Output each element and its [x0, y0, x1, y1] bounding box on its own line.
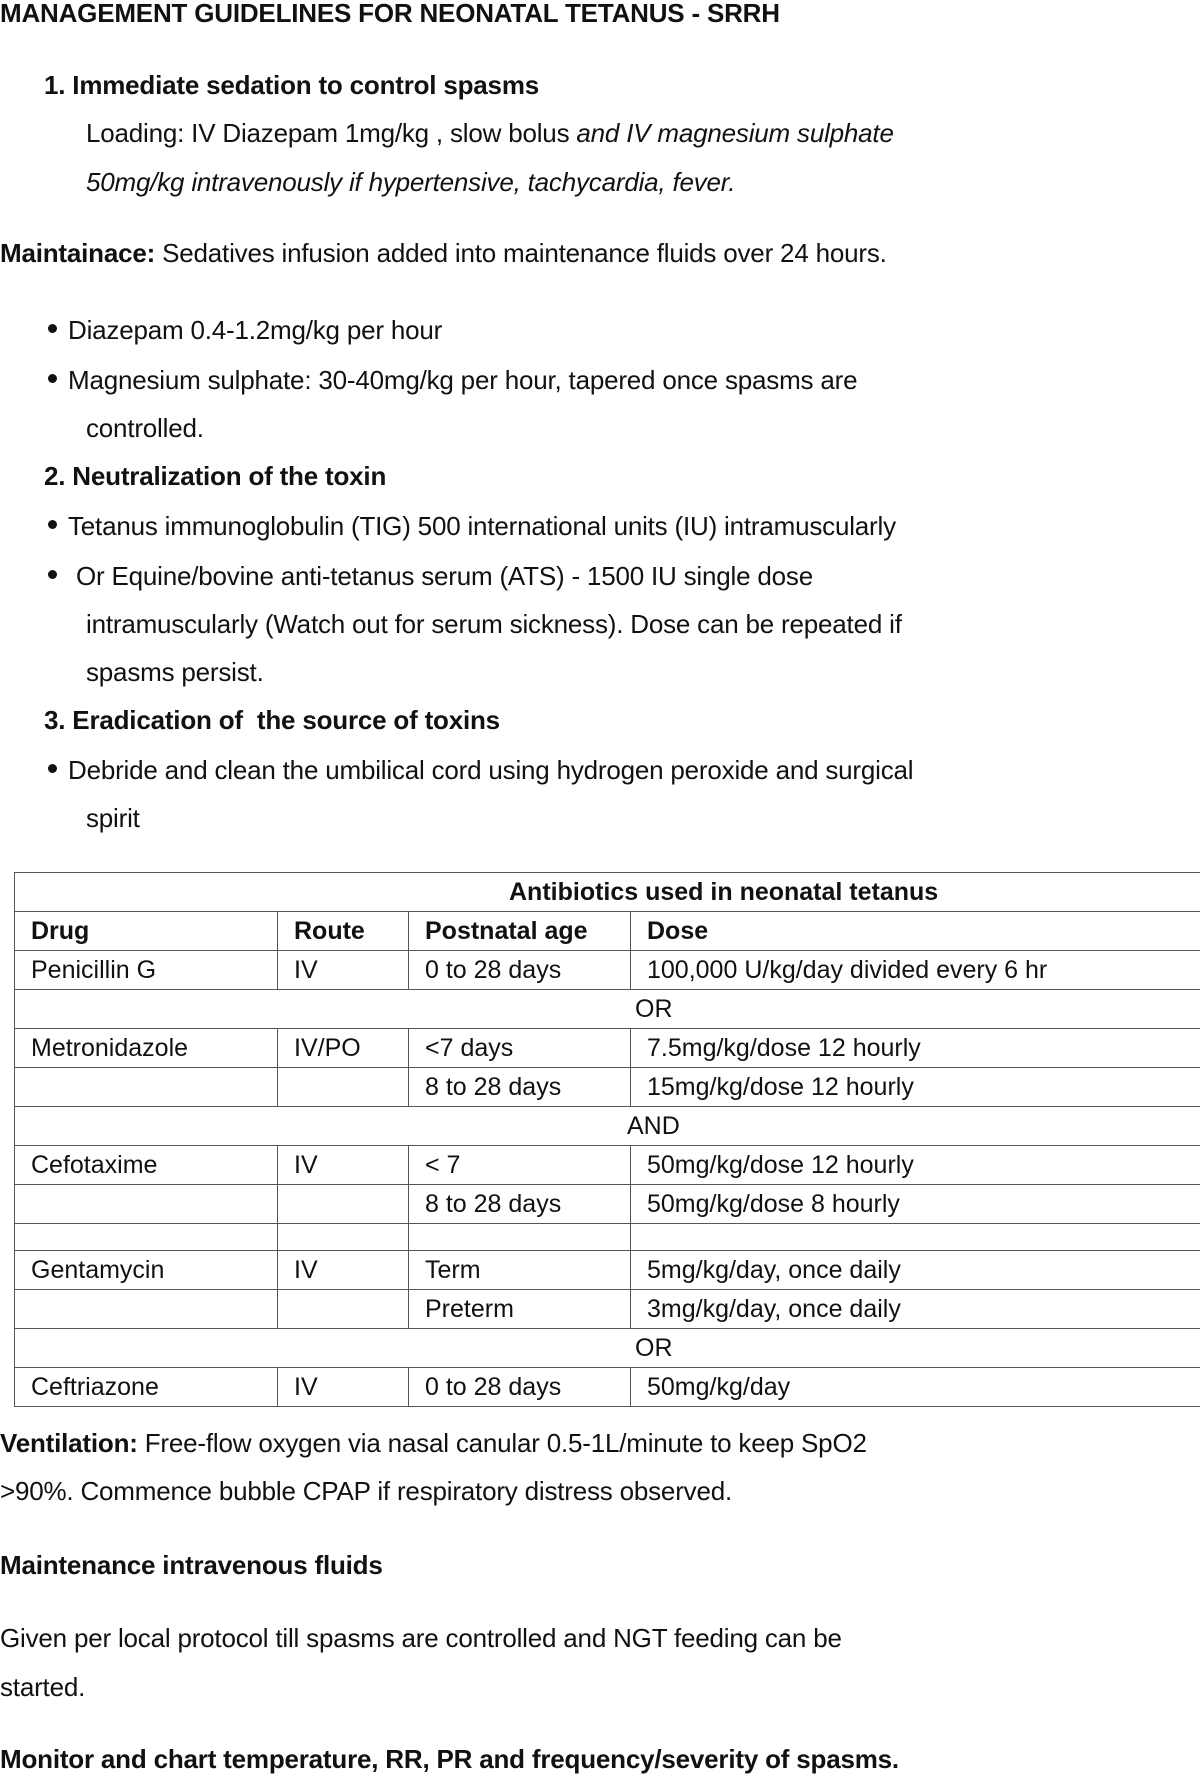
cell-drug — [15, 1224, 278, 1251]
cell-dose: 50mg/kg/dose 8 hourly — [631, 1185, 1200, 1224]
header-route: Route — [278, 912, 409, 951]
cell-age: 0 to 28 days — [409, 951, 631, 990]
ventilation-line1 — [0, 1428, 867, 1458]
table-row — [15, 1368, 1200, 1407]
cell-age: Preterm — [409, 1290, 631, 1329]
cell-age: < 7 — [409, 1146, 631, 1185]
table-separator-row — [15, 990, 1200, 1029]
cell-route: IV — [278, 1251, 409, 1290]
cell-drug: Metronidazole — [15, 1029, 278, 1068]
table-row — [15, 1068, 1200, 1107]
cell-age: Term — [409, 1251, 631, 1290]
bullet-tig: Tetanus immunoglobulin (TIG) 500 international units (IU) intramuscularly — [68, 511, 896, 541]
bullet-icon — [48, 324, 57, 333]
cell-dose: 100,000 U/kg/day divided every 6 hr — [631, 951, 1200, 990]
bullet-diazepam: Diazepam 0.4-1.2mg/kg per hour — [68, 315, 443, 345]
separator-or: OR — [15, 1329, 1200, 1368]
maintenance-line — [0, 238, 887, 268]
table-row — [15, 1185, 1200, 1224]
cell-age: <7 days — [409, 1029, 631, 1068]
cell-age: 0 to 28 days — [409, 1368, 631, 1407]
cell-drug: Cefotaxime — [15, 1146, 278, 1185]
cell-age: 8 to 28 days — [409, 1068, 631, 1107]
cell-drug — [15, 1185, 278, 1224]
cell-route: IV — [278, 1146, 409, 1185]
fluids-heading: Maintenance intravenous fluids — [0, 1550, 383, 1580]
table-separator-row — [15, 1329, 1200, 1368]
bullet-ats: Or Equine/bovine anti-tetanus serum (ATS) - 1500 IU single dose — [76, 561, 813, 591]
cell-dose: 50mg/kg/dose 12 hourly — [631, 1146, 1200, 1185]
section1-heading: 1. Immediate sedation to control spasms — [44, 70, 539, 100]
loading-dose-line1 — [86, 118, 894, 148]
table-empty-row — [15, 1224, 1200, 1251]
cell-drug: Ceftriazone — [15, 1368, 278, 1407]
bullet-ats-cont1: intramuscularly (Watch out for serum sickness). Dose can be repeated if — [86, 609, 902, 639]
separator-or: OR — [15, 990, 1200, 1029]
bullet-icon — [48, 374, 57, 383]
bullet-magnesium-cont: controlled. — [86, 413, 204, 443]
bullet-icon — [48, 764, 57, 773]
maintenance-label: Maintainace: — [0, 238, 156, 268]
fluids-line1: Given per local protocol till spasms are controlled and NGT feeding can be — [0, 1623, 842, 1653]
table-row — [15, 1290, 1200, 1329]
cell-dose: 15mg/kg/dose 12 hourly — [631, 1068, 1200, 1107]
table-row — [15, 951, 1200, 990]
section3-heading: 3. Eradication of the source of toxins — [44, 705, 500, 735]
cell-route — [278, 1290, 409, 1329]
cell-route — [278, 1224, 409, 1251]
cell-route: IV — [278, 1368, 409, 1407]
table-row — [15, 1029, 1200, 1068]
cell-drug — [15, 1290, 278, 1329]
cell-route — [278, 1068, 409, 1107]
bullet-debride: Debride and clean the umbilical cord using hydrogen peroxide and surgical — [68, 755, 914, 785]
cell-age — [409, 1224, 631, 1251]
bullet-debride-cont: spirit — [86, 803, 140, 833]
bullet-icon — [48, 520, 57, 529]
table-row — [15, 1146, 1200, 1185]
bullet-magnesium: Magnesium sulphate: 30-40mg/kg per hour, tapered once spasms are — [68, 365, 858, 395]
cell-dose: 50mg/kg/day — [631, 1368, 1200, 1407]
cell-dose: 7.5mg/kg/dose 12 hourly — [631, 1029, 1200, 1068]
cell-dose: 3mg/kg/day, once daily — [631, 1290, 1200, 1329]
header-age: Postnatal age — [409, 912, 631, 951]
header-drug: Drug — [15, 912, 278, 951]
cell-route: IV/PO — [278, 1029, 409, 1068]
header-dose: Dose — [631, 912, 1200, 951]
bullet-ats-cont2: spasms persist. — [86, 657, 264, 687]
ventilation-line2: >90%. Commence bubble CPAP if respiratory distress observed. — [0, 1476, 732, 1506]
cell-dose — [631, 1224, 1200, 1251]
table-separator-row — [15, 1107, 1200, 1146]
separator-and: AND — [15, 1107, 1200, 1146]
antibiotics-table — [14, 872, 1200, 1407]
cell-drug — [15, 1068, 278, 1107]
cell-route — [278, 1185, 409, 1224]
table-row — [15, 1251, 1200, 1290]
table-caption: Antibiotics used in neonatal tetanus — [15, 873, 1200, 912]
table-header-row — [15, 912, 1200, 951]
page-title: MANAGEMENT GUIDELINES FOR NEONATAL TETANUS - SRRH — [0, 0, 780, 28]
loading-dose-line2: 50mg/kg intravenously if hypertensive, tachycardia, fever. — [86, 167, 736, 197]
cell-dose: 5mg/kg/day, once daily — [631, 1251, 1200, 1290]
section2-heading: 2. Neutralization of the toxin — [44, 461, 387, 491]
loading-dose-text: Loading: IV Diazepam 1mg/kg , slow bolus — [86, 118, 577, 148]
maintenance-text: Sedatives infusion added into maintenance fluids over 24 hours. — [155, 238, 887, 268]
cell-route: IV — [278, 951, 409, 990]
ventilation-label: Ventilation: — [0, 1428, 138, 1458]
cell-age: 8 to 28 days — [409, 1185, 631, 1224]
fluids-line2: started. — [0, 1672, 86, 1702]
bullet-icon — [48, 570, 57, 579]
loading-dose-italic: and IV magnesium sulphate — [576, 118, 894, 148]
cell-drug: Penicillin G — [15, 951, 278, 990]
cell-drug: Gentamycin — [15, 1251, 278, 1290]
monitor-note: Monitor and chart temperature, RR, PR and frequency/severity of spasms. — [0, 1744, 899, 1774]
ventilation-text: Free-flow oxygen via nasal canular 0.5-1L/minute to keep SpO2 — [137, 1428, 867, 1458]
